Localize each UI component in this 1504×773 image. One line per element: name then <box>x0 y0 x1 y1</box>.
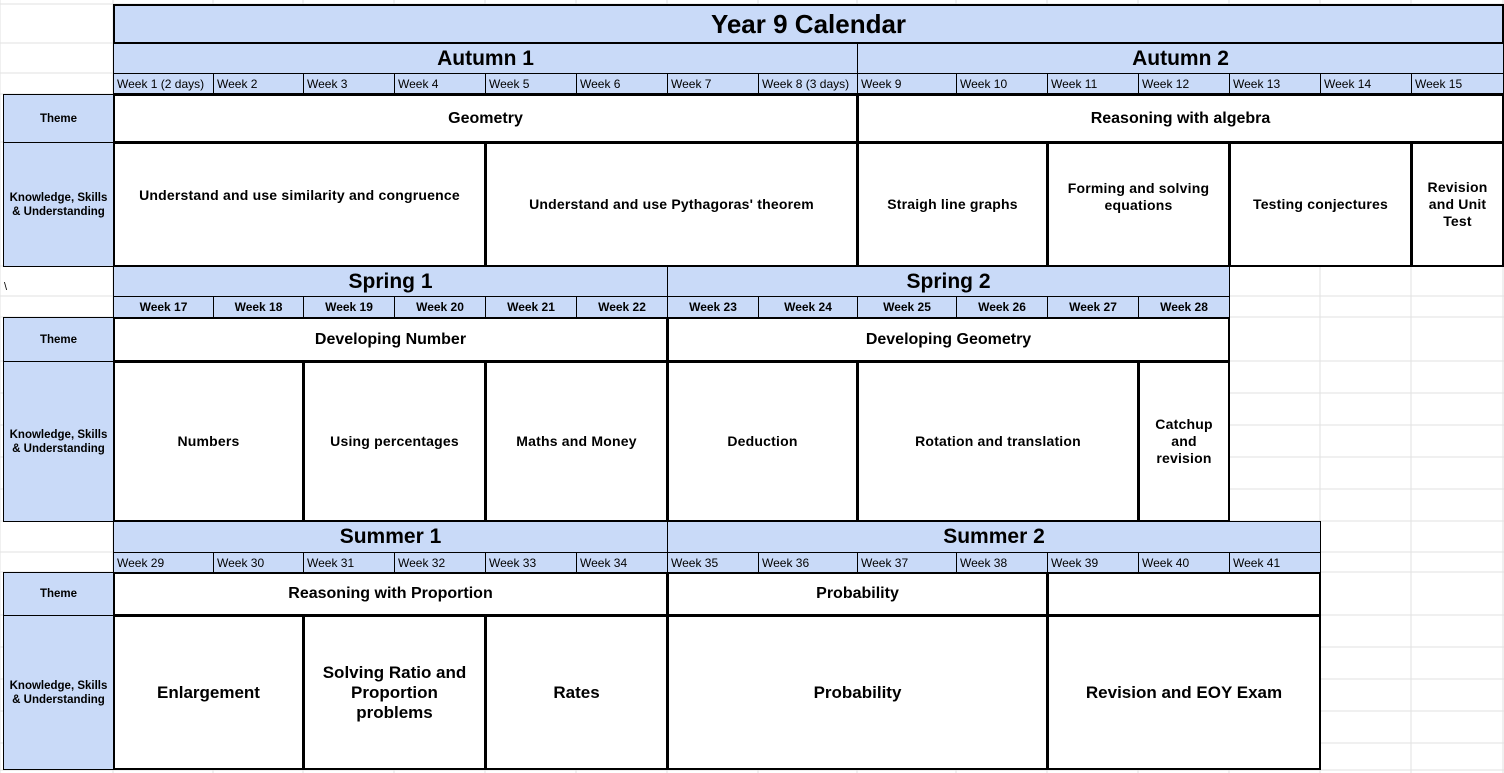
week-header: Week 14 <box>1320 73 1412 94</box>
week-header: Week 26 <box>956 296 1048 318</box>
theme-cell: Developing Number <box>113 317 668 362</box>
week-header: Week 19 <box>303 296 395 318</box>
ksu-cell: Rates <box>485 615 668 770</box>
week-header: Week 30 <box>213 552 304 573</box>
ksu-cell: Enlargement <box>113 615 304 770</box>
week-header: Week 9 <box>857 73 957 94</box>
week-header: Week 31 <box>303 552 395 573</box>
ksu-cell: Catchup and revision <box>1138 361 1230 522</box>
theme-cell: Reasoning with Proportion <box>113 572 668 616</box>
week-header: Week 23 <box>667 296 759 318</box>
week-header: Week 38 <box>956 552 1048 573</box>
theme-cell: Developing Geometry <box>667 317 1230 362</box>
week-header: Week 27 <box>1047 296 1139 318</box>
week-header: Week 4 <box>394 73 486 94</box>
row-label-knowledge: Knowledge, Skills & Understanding <box>3 142 114 267</box>
week-header: Week 29 <box>113 552 214 573</box>
week-header: Week 5 <box>485 73 577 94</box>
week-header: Week 33 <box>485 552 577 573</box>
week-header: Week 34 <box>576 552 668 573</box>
week-header: Week 11 <box>1047 73 1139 94</box>
week-header: Week 21 <box>485 296 577 318</box>
ksu-cell: Forming and solving equations <box>1047 142 1230 267</box>
row-label-theme: Theme <box>3 572 114 616</box>
week-header: Week 18 <box>213 296 304 318</box>
theme-cell-empty <box>1047 572 1321 616</box>
theme-cell: Probability <box>667 572 1048 616</box>
week-header: Week 37 <box>857 552 957 573</box>
week-header: Week 24 <box>758 296 858 318</box>
row-label-knowledge: Knowledge, Skills & Understanding <box>3 615 114 770</box>
ksu-cell: Probability <box>667 615 1048 770</box>
ksu-cell: Testing conjectures <box>1229 142 1412 267</box>
week-header: Week 25 <box>857 296 957 318</box>
ksu-cell: Solving Ratio and Proportion problems <box>303 615 486 770</box>
ksu-cell: Rotation and translation <box>857 361 1139 522</box>
term-autumn-2: Autumn 2 <box>857 43 1504 74</box>
ksu-cell: Understand and use similarity and congruence <box>113 142 486 267</box>
week-header: Week 3 <box>303 73 395 94</box>
week-header: Week 2 <box>213 73 304 94</box>
week-header: Week 36 <box>758 552 858 573</box>
week-header: Week 32 <box>394 552 486 573</box>
week-header: Week 13 <box>1229 73 1321 94</box>
week-header: Week 6 <box>576 73 668 94</box>
week-header: Week 41 <box>1229 552 1321 573</box>
row-label-knowledge: Knowledge, Skills & Understanding <box>3 361 114 522</box>
term-autumn-1: Autumn 1 <box>113 43 858 74</box>
ksu-cell: Numbers <box>113 361 304 522</box>
term-summer-1: Summer 1 <box>113 521 668 553</box>
week-header: Week 22 <box>576 296 668 318</box>
term-spring-2: Spring 2 <box>667 266 1230 297</box>
week-header: Week 1 (2 days) <box>113 73 214 94</box>
week-header: Week 17 <box>113 296 214 318</box>
ksu-cell: Using percentages <box>303 361 486 522</box>
ksu-cell: Understand and use Pythagoras' theorem <box>485 142 858 267</box>
week-header: Week 12 <box>1138 73 1230 94</box>
row-label-theme: Theme <box>3 317 114 362</box>
week-header: Week 7 <box>667 73 759 94</box>
ksu-cell: Maths and Money <box>485 361 668 522</box>
theme-cell: Reasoning with algebra <box>857 94 1504 143</box>
week-header: Week 15 <box>1411 73 1504 94</box>
row-label-theme: Theme <box>3 94 114 143</box>
stray-cell-text: \ <box>4 281 8 293</box>
ksu-cell: Deduction <box>667 361 858 522</box>
theme-cell: Geometry <box>113 94 858 143</box>
week-header: Week 20 <box>394 296 486 318</box>
week-header: Week 10 <box>956 73 1048 94</box>
week-header: Week 8 (3 days) <box>758 73 858 94</box>
term-spring-1: Spring 1 <box>113 266 668 297</box>
ksu-cell: Revision and EOY Exam <box>1047 615 1321 770</box>
week-header: Week 39 <box>1047 552 1139 573</box>
week-header: Week 40 <box>1138 552 1230 573</box>
week-header: Week 28 <box>1138 296 1230 318</box>
week-header: Week 35 <box>667 552 759 573</box>
term-summer-2: Summer 2 <box>667 521 1321 553</box>
ksu-cell: Revision and Unit Test <box>1411 142 1504 267</box>
ksu-cell: Straigh line graphs <box>857 142 1048 267</box>
calendar-title: Year 9 Calendar <box>113 4 1504 44</box>
